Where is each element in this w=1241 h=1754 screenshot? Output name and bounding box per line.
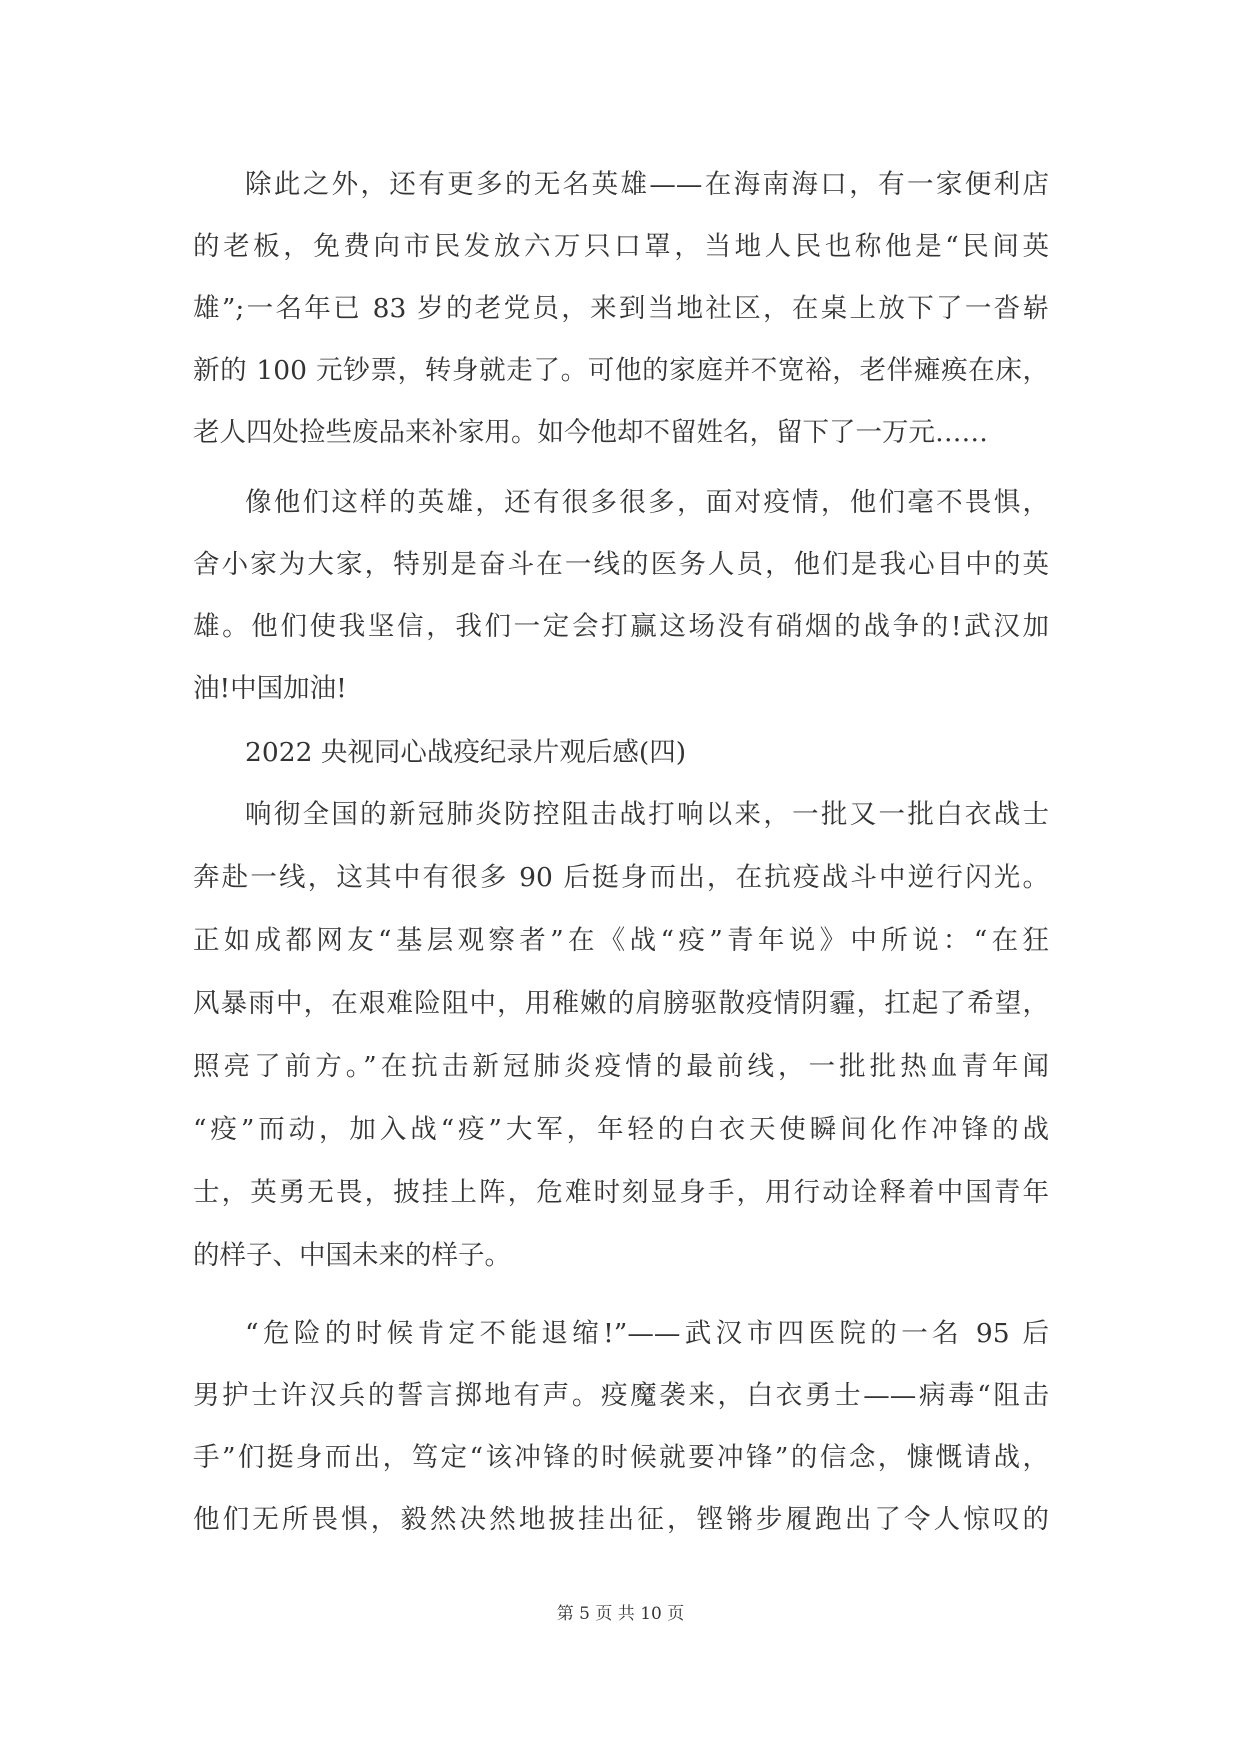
text-line: 雄”;一名年已 83 岁的老党员，来到当地社区，在桌上放下了一沓崭 [193, 293, 1049, 324]
text-line: 的样子、中国未来的样子。 [193, 1240, 511, 1271]
text-line: 响彻全国的新冠肺炎防控阻击战打响以来，一批又一批白衣战士 [245, 799, 1049, 830]
text-line: 新的 100 元钞票，转身就走了。可他的家庭并不宽裕，老伴瘫痪在床， [193, 355, 1049, 386]
text-line: 舍小家为大家，特别是奋斗在一线的医务人员，他们是我心目中的英 [193, 549, 1049, 580]
text-line: 除此之外，还有更多的无名英雄——在海南海口，有一家便利店 [245, 169, 1049, 200]
text-line: 油!中国加油! [193, 673, 347, 704]
text-line: 老人四处捡些废品来补家用。如今他却不留姓名，留下了一万元…… [193, 417, 988, 448]
text-line: 手”们挺身而出，笃定“该冲锋的时候就要冲锋”的信念，慷慨请战， [193, 1442, 1049, 1473]
text-line: 男护士许汉兵的誓言掷地有声。疫魔袭来，白衣勇士——病毒“阻击 [193, 1380, 1049, 1411]
text-line: 风暴雨中，在艰难险阻中，用稚嫩的肩膀驱散疫情阴霾，扛起了希望， [193, 988, 1049, 1019]
text-line: 正如成都网友“基层观察者”在《战“疫”青年说》中所说：“在狂 [193, 925, 1049, 956]
text-line: 奔赴一线，这其中有很多 90 后挺身而出，在抗疫战斗中逆行闪光。 [193, 862, 1049, 893]
text-line: 他们无所畏惧，毅然决然地披挂出征，铿锵步履跑出了令人惊叹的 [193, 1504, 1049, 1535]
text-line: “危险的时候肯定不能退缩!”——武汉市四医院的一名 95 后 [245, 1318, 1049, 1349]
text-line: 士，英勇无畏，披挂上阵，危难时刻显身手，用行动诠释着中国青年 [193, 1177, 1049, 1208]
text-line: 像他们这样的英雄，还有很多很多，面对疫情，他们毫不畏惧， [245, 487, 1049, 518]
section-heading: 2022 央视同心战疫纪录片观后感(四) [245, 737, 687, 768]
text-line: 照亮了前方。”在抗击新冠肺炎疫情的最前线，一批批热血青年闻 [193, 1051, 1049, 1082]
text-line: 雄。他们使我坚信，我们一定会打赢这场没有硝烟的战争的!武汉加 [193, 611, 1049, 642]
text-line: “疫”而动，加入战“疫”大军，年轻的白衣天使瞬间化作冲锋的战 [193, 1114, 1049, 1145]
text-line: 的老板，免费向市民发放六万只口罩，当地人民也称他是“民间英 [193, 231, 1049, 262]
page-footer: 第 5 页 共 10 页 [556, 1604, 685, 1624]
